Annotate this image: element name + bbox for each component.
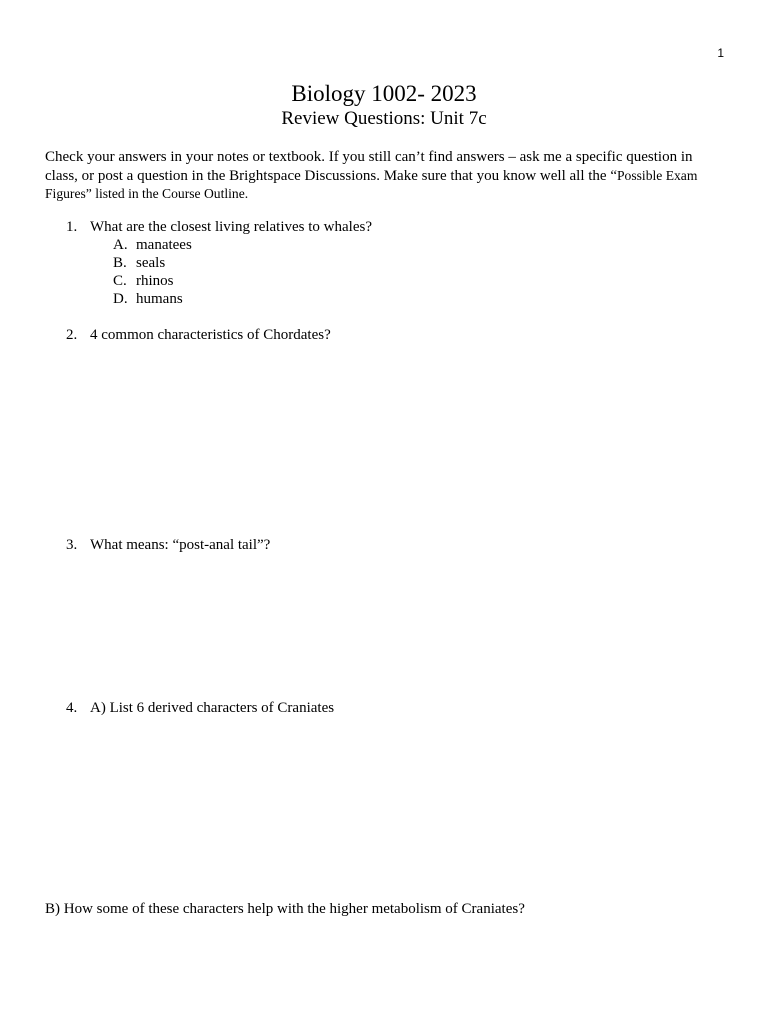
question-text: A) List 6 derived characters of Craniates xyxy=(90,700,335,716)
question-text: What means: “post-anal tail”? xyxy=(90,537,271,553)
option-letter: D. xyxy=(113,291,128,307)
instructions-text: Check your answers in your notes or textbook. If you still can’t find answers – ask me a specific question in class, or post a question in the Brightspace Discussions. Make sure that you know well all the “ xyxy=(45,149,693,184)
page-number: 1 xyxy=(717,46,724,60)
instructions-text-small: Possible Exam Figures” listed in the Course Outline xyxy=(45,167,698,201)
question-number: 3. xyxy=(66,537,78,553)
question-4 xyxy=(66,699,334,717)
question-number: 1. xyxy=(66,219,78,235)
instructions-text-period: . xyxy=(244,186,249,201)
option-b xyxy=(113,254,192,272)
question-1-options xyxy=(113,236,192,308)
option-text: rhinos xyxy=(136,273,174,289)
option-d xyxy=(113,290,192,308)
option-c xyxy=(113,272,192,290)
document-subtitle: Review Questions: Unit 7c xyxy=(281,108,487,129)
question-text: 4 common characteristics of Chordates? xyxy=(90,327,331,343)
option-letter: B. xyxy=(113,255,127,271)
option-text: humans xyxy=(136,291,183,307)
option-a xyxy=(113,236,192,254)
question-text: What are the closest living relatives to whales? xyxy=(90,219,372,235)
instructions-paragraph xyxy=(45,149,725,204)
question-1 xyxy=(66,218,372,236)
question-3 xyxy=(66,536,270,554)
question-4-part-b: B) How some of these characters help with the higher metabolism of Craniates? xyxy=(45,901,525,917)
option-letter: A. xyxy=(113,237,128,253)
option-text: seals xyxy=(136,255,166,271)
question-number: 4. xyxy=(66,700,78,716)
document-title: Biology 1002- 2023 xyxy=(291,81,477,106)
question-number: 2. xyxy=(66,327,78,343)
option-letter: C. xyxy=(113,273,127,289)
question-2 xyxy=(66,326,331,344)
option-text: manatees xyxy=(136,237,192,253)
